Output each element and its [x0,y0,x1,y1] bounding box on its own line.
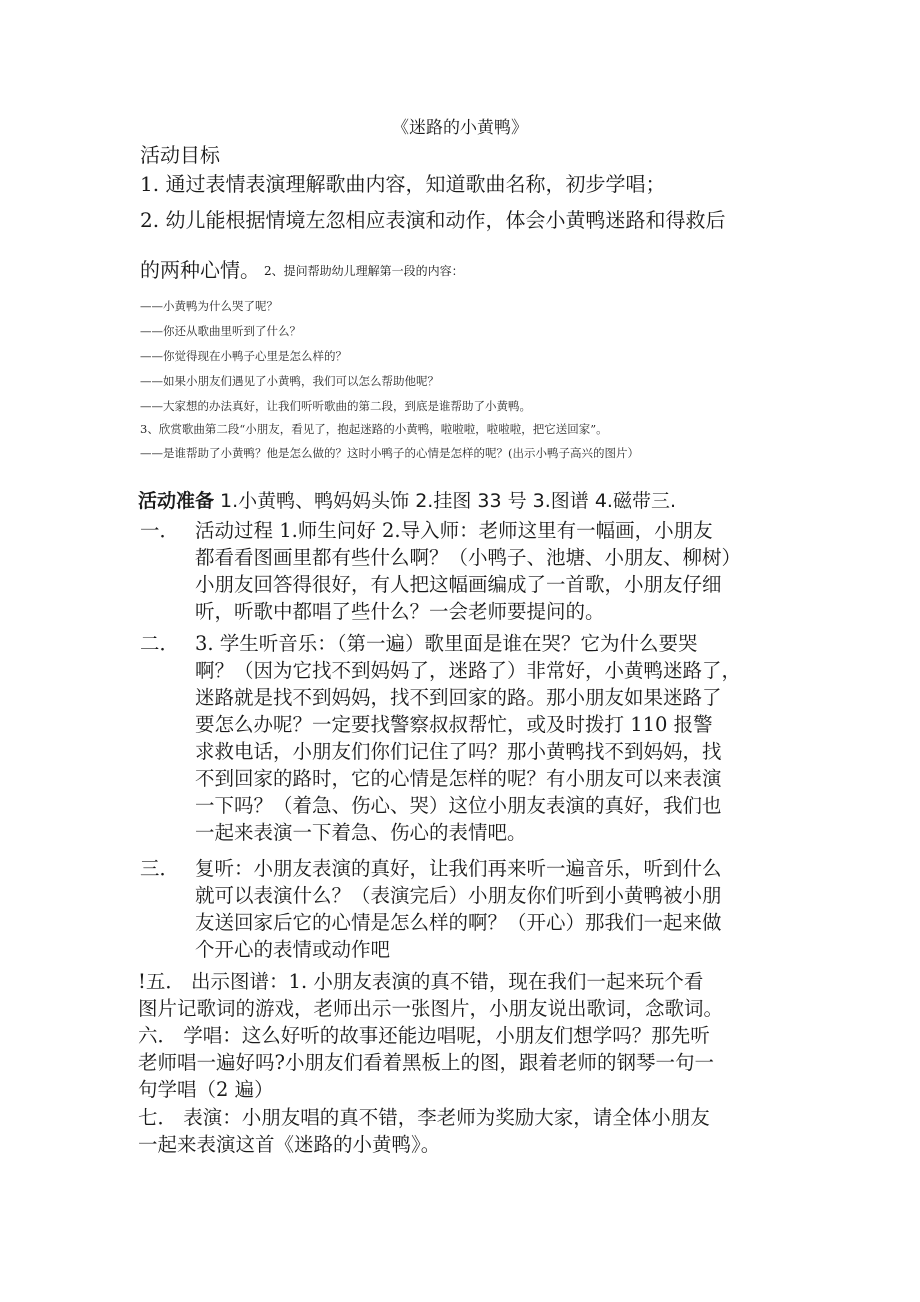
goal-item-2: 2. 幼儿能根据情境左忽相应表演和动作，体会小黄鸭迷路和得救后 [140,208,726,232]
step-number: 一． [140,519,180,542]
step-7 [138,1104,798,1158]
question-line: 3、欣赏歌曲第二段“小朋友，看见了，抱起迷路的小黄鸭，啦啦啦，啦啦啦，把它送回家”。 [140,422,608,436]
goal-item-1: 1. 通过表情表演理解歌曲内容，知道歌曲名称，初步学唱； [140,172,666,196]
step-body [195,630,795,846]
step-line: 小朋友回答得很好，有人把这幅画编成了一首歌，小朋友仔细 [195,573,722,596]
step-6 [138,1022,798,1103]
step-body [195,855,795,963]
step-line: 七． 表演：小朋友唱的真不错，李老师为奖励大家，请全体小朋友 [138,1106,710,1129]
step-line: !五． 出示图谱：1. 小朋友表演的真不错，现在我们一起来玩个看 [138,970,704,993]
step-line: 不到回家的路时，它的心情是怎样的呢？有小朋友可以来表演 [195,767,722,790]
step-line: 一起来表演一下着急、伤心的表情吧。 [195,821,527,844]
step-line: 老师唱一遍好吗?小朋友们看着黑板上的图，跟着老师的钢琴一句一 [138,1051,714,1074]
question-section-heading: 2、提问帮助幼儿理解第一段的内容： [264,264,464,278]
document-title: 《迷路的小黄鸭》 [392,118,528,138]
activity-prep-text: 1.小黄鸭、鸭妈妈头饰 2.挂图 33 号 3.图谱 4.磁带三. [214,490,676,512]
step-line: 句学唱（2 遍） [138,1078,274,1101]
step-body [195,517,795,625]
question-line: ——如果小朋友们遇见了小黄鸭，我们可以怎么帮助他呢？ [140,374,439,388]
step-line: 图片记歌词的游戏，老师出示一张图片，小朋友说出歌词，念歌词。 [138,997,724,1020]
step-number: 二． [140,632,180,655]
step-1 [140,517,800,625]
step-line: 六． 学唱：这么好听的故事还能边唱呢，小朋友们想学吗？那先听 [138,1024,710,1047]
step-line: 求救电话，小朋友们你们记住了吗？那小黄鸭找不到妈妈，找 [195,740,722,763]
step-line: 活动过程 1.师生问好 2.导入师：老师这里有一幅画，小朋友 [195,519,713,542]
step-5 [138,968,798,1022]
activity-prep-label: 活动准备 [138,490,215,512]
activity-prep [138,489,676,513]
step-2 [140,630,800,846]
step-line: 一下吗？（着急、伤心、哭）这位小朋友表演的真好，我们也 [195,794,722,817]
step-line: 就可以表演什么？（表演完后）小朋友你们听到小黄鸭被小朋 [195,884,722,907]
step-line: 一起来表演这首《迷路的小黄鸭》。 [138,1133,441,1156]
question-line: ——是谁帮助了小黄鸭？他是怎么做的？这时小鸭子的心情是怎样的呢？(出示小鸭子高兴的图片） [140,446,639,460]
step-3 [140,855,800,963]
step-line: 啊？（因为它找不到妈妈了，迷路了）非常好，小黄鸭迷路了， [195,659,742,682]
step-line: 都看看图画里都有些什么啊？（小鸭子、池塘、小朋友、柳树） [195,546,742,569]
goal-item-2-continued [140,257,464,284]
goal-item-2-text: 的两种心情。 [140,258,260,282]
step-line: 3. 学生听音乐：（第一遍）歌里面是谁在哭？它为什么要哭 [195,632,698,655]
question-line: ——你觉得现在小鸭子心里是怎么样的？ [140,349,347,363]
step-line: 复听：小朋友表演的真好，让我们再来听一遍音乐，听到什么 [195,857,722,880]
step-line: 个开心的表情或动作吧 [195,938,391,961]
question-line: ——小黄鸭为什么哭了呢？ [140,299,278,313]
question-line: ——大家想的办法真好，让我们听听歌曲的第二段，到底是谁帮助了小黄鸭。 [140,399,531,413]
step-line: 友送回家后它的心情是怎么样的啊？（开心）那我们一起来做 [195,911,722,934]
step-number: 三． [140,857,180,880]
question-line: ——你还从歌曲里听到了什么？ [140,324,301,338]
goals-heading: 活动目标 [140,143,220,167]
step-line: 听，听歌中都唱了些什么？一会老师要提问的。 [195,600,605,623]
step-line: 要怎么办呢？一定要找警察叔叔帮忙，或及时拨打 110 报警 [195,713,713,736]
step-line: 迷路就是找不到妈妈，找不到回家的路。那小朋友如果迷路了 [195,686,722,709]
